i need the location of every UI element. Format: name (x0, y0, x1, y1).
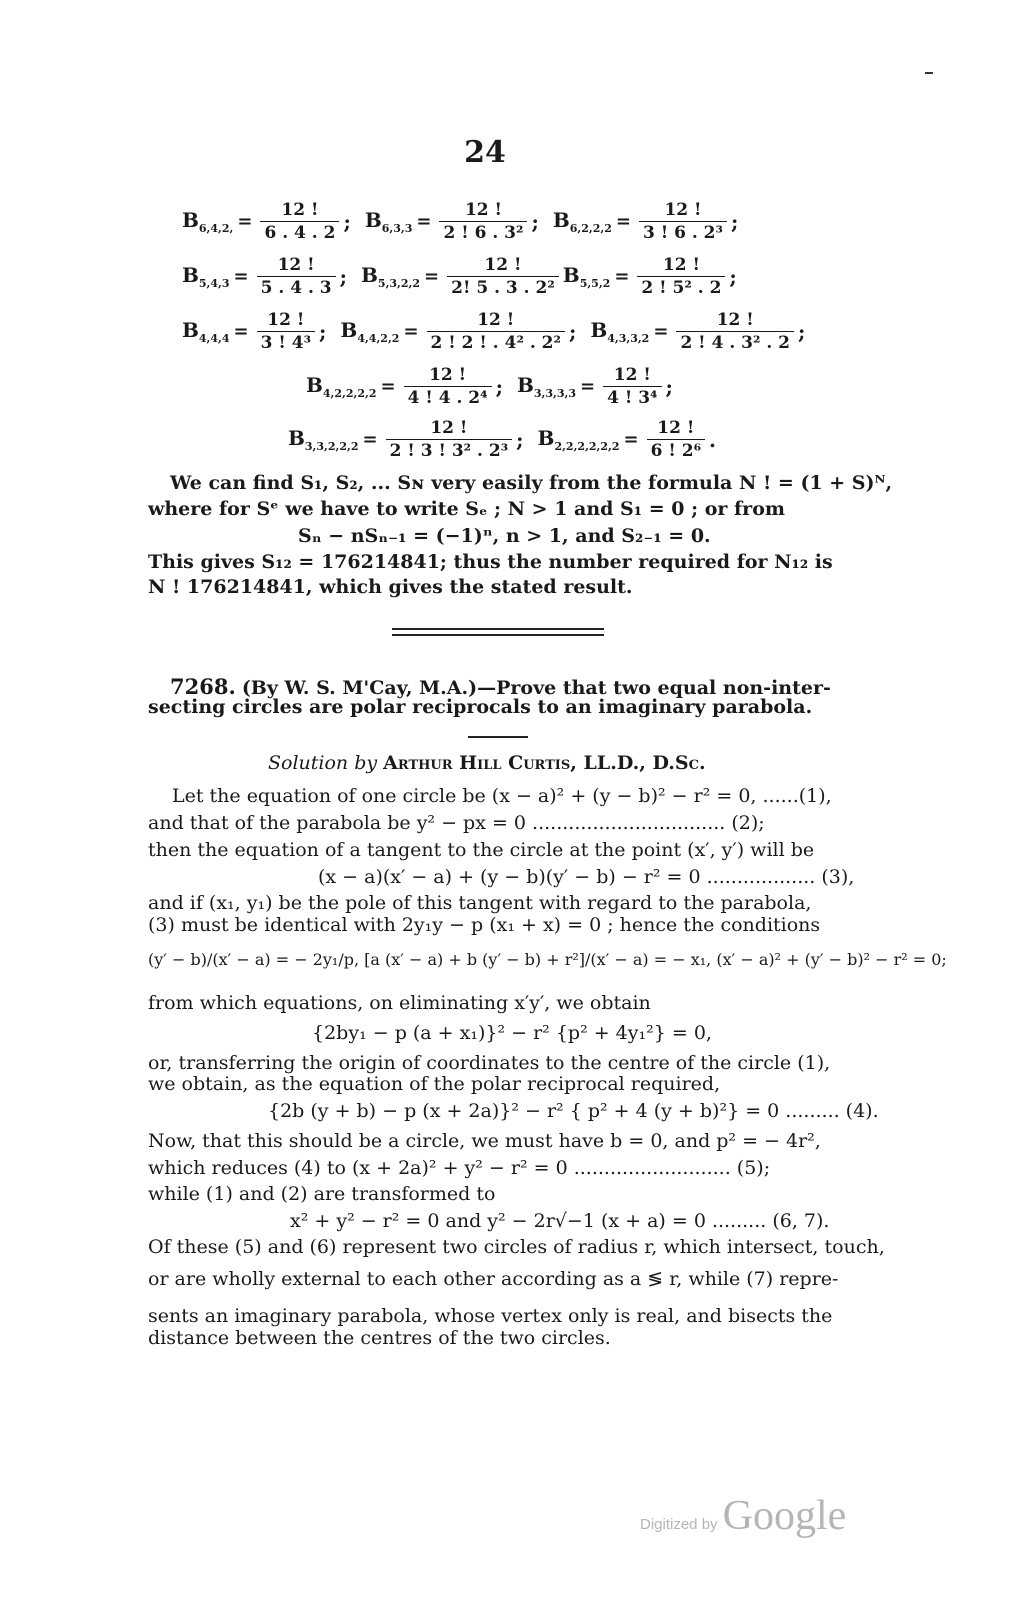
b-symbol: $B_{2,2,2,2,2,2}$ (537, 426, 620, 453)
solution-line: (x − a)(x′ − a) + (y − b)(y′ − b) − r² = 0 .................. (3), (318, 866, 855, 888)
b-symbol: $B_{3,3,3,3}$ (516, 373, 576, 400)
text-line: We can find S₁, S₂, ... Sɴ very easily from the formula N ! = (1 + S)ᴺ, (170, 472, 893, 494)
solution-line: then the equation of a tangent to the circle at the point (x′, y′) will be (148, 839, 815, 861)
solution-author: Arthur Hill Curtis, LL.D., D.Sc. (383, 752, 706, 774)
b-symbol: $B_{6,4,2,}$ (182, 208, 234, 235)
b-symbol: $B_{5,3,2,2}$ (361, 263, 421, 290)
solution-line: or are wholly external to each other according as a ≶ r, while (7) repre- (148, 1268, 839, 1290)
solution-line: Now, that this should be a circle, we must have b = 0, and p² = − 4r², (148, 1130, 821, 1152)
formula-row-4: $B_{4,2,2,2,2}$ = $\frac{12 !}{\text{4 ! 4 . 2⁴}}$ ; $B_{3,3,3,3}$ = $\frac{12 !}{\text{4 ! 3⁴}}$ ; (306, 365, 673, 408)
watermark-prefix: Digitized by (640, 1516, 718, 1533)
fraction: $\frac{12 !}{\text{2 ! 5² . 2}}$ (637, 255, 725, 298)
solution-line: distance between the centres of the two circles. (148, 1327, 611, 1349)
fraction: $\frac{12 !}{\text{3 ! 6 . 2³}}$ (639, 200, 727, 243)
solution-line: Of these (5) and (6) represent two circles of radius r, which intersect, touch, (148, 1236, 885, 1258)
formula-row-1: $B_{6,4,2,}$ = $\frac{12 !}{6 . 4 . 2}$ ; $B_{6,3,3}$ = $\frac{12 !}{\text{2 ! 6 . 3²}}$ ; $B_{6,2,2,2}$ = $\frac{12 !}{\text{3 ! 6 . 2³}}$ ; (182, 200, 739, 243)
solution-line: {2by₁ − p (a + x₁)}² − r² {p² + 4y₁²} = 0, (312, 1022, 712, 1044)
fraction: $\frac{12 !}{6 . 4 . 2}$ (260, 200, 339, 243)
b-symbol: $B_{6,3,3}$ (364, 208, 413, 235)
problem-line: (By W. S. M'Cay, M.A.)—Prove that two equal non-inter- (241, 677, 831, 699)
formula-row-2: $B_{5,4,3}$ = $\frac{12 !}{5 . 4 . 3}$ ; $B_{5,3,2,2}$ = $\frac{12 !}{\text{2! 5 . 3 . 2²}}$ $B_{5,5,2}$ = $\frac{12 !}{\text{2 ! 5² . 2}}$ ; (182, 255, 737, 298)
b-symbol: $B_{4,3,3,2}$ (590, 318, 650, 345)
page-number: 24 (464, 135, 506, 170)
solution-line: x² + y² − r² = 0 and y² − 2r√−1 (x + a) = 0 ......... (6, 7). (290, 1210, 830, 1232)
b-symbol: $B_{4,4,2,2}$ (340, 318, 400, 345)
fraction: $\frac{12 !}{\text{4 ! 4 . 2⁴}}$ (404, 365, 492, 408)
b-symbol: $B_{3,3,2,2,2}$ (288, 426, 359, 453)
fraction: $\frac{12 !}{\text{2 ! 6 . 3²}}$ (439, 200, 527, 243)
text-line: Sₙ − nSₙ₋₁ = (−1)ⁿ, n > 1, and S₂₋₁ = 0. (298, 525, 711, 547)
fraction: $\frac{12 !}{\text{2 ! 4 . 3² . 2}}$ (676, 310, 794, 353)
fraction: $\frac{12 !}{\text{2 ! 2 ! . 4² . 2²}}$ (427, 310, 565, 353)
b-symbol: $B_{5,4,3}$ (182, 263, 230, 290)
solution-line: which reduces (4) to (x + 2a)² + y² − r² = 0 .......................... (5); (148, 1157, 771, 1179)
fraction: $\frac{12 !}{5 . 4 . 3}$ (257, 255, 336, 298)
text-line: N ! 176214841, which gives the stated result. (148, 576, 633, 598)
solution-line: from which equations, on eliminating x′y′, we obtain (148, 992, 651, 1014)
fraction: $\frac{12 !}{\text{6 ! 2⁶}}$ (647, 418, 705, 461)
digitized-watermark (640, 1492, 846, 1540)
google-logo: Google (722, 1493, 847, 1539)
solution-line: and if (x₁, y₁) be the pole of this tangent with regard to the parabola, (148, 892, 812, 914)
solution-line: while (1) and (2) are transformed to (148, 1183, 496, 1205)
solution-line: Let the equation of one circle be (x − a)² + (y − b)² − r² = 0, ......(1), (172, 785, 832, 807)
solution-line: sents an imaginary parabola, whose vertex only is real, and bisects the (148, 1305, 833, 1327)
solution-label: Solution by (268, 752, 378, 774)
fraction: $\frac{12 !}{\text{2 ! 3 ! 3² . 2³}}$ (386, 418, 513, 461)
formula-row-5: $B_{3,3,2,2,2}$ = $\frac{12 !}{\text{2 ! 3 ! 3² . 2³}}$ ; $B_{2,2,2,2,2,2}$ = $\frac{12 !}{\text{6 ! 2⁶}}$ . (288, 418, 716, 461)
solution-line: {2b (y + b) − p (x + 2a)}² − r² { p² + 4 (y + b)²} = 0 ......... (4). (268, 1100, 879, 1122)
problem-line: secting circles are polar reciprocals to an imaginary parabola. (148, 696, 813, 718)
fraction: $\frac{12 !}{\text{2! 5 . 3 . 2²}}$ (447, 255, 559, 298)
fraction: $\frac{12 !}{\text{4 ! 3⁴}}$ (603, 365, 661, 408)
solution-line: (y′ − b)/(x′ − a) = − 2y₁/p, [a (x′ − a) + b (y′ − b) + r²]/(x′ − a) = − x₁, (x′ − a)² + (y′ − b)² − r² = 0; (148, 950, 947, 969)
text-line: This gives S₁₂ = 176214841; thus the number required for N₁₂ is (148, 551, 833, 573)
problem-number: 7268. (170, 674, 236, 699)
solution-line: or, transferring the origin of coordinates to the centre of the circle (1), (148, 1052, 831, 1074)
b-symbol: $B_{5,5,2}$ (562, 263, 611, 290)
short-divider (468, 736, 528, 738)
solution-line: and that of the parabola be y² − px = 0 ................................ (2); (148, 812, 765, 834)
formula-row-3: $B_{4,4,4}$ = $\frac{12 !}{\text{3 ! 4³}}$ ; $B_{4,4,2,2}$ = $\frac{12 !}{\text{2 ! 2 ! . 4² . 2²}}$ ; $B_{4,3,3,2}$ = $\frac{12 !}{\text{2 ! 4 . 3² . 2}}$ ; (182, 310, 806, 353)
fraction: $\frac{12 !}{\text{3 ! 4³}}$ (257, 310, 315, 353)
scan-mark (925, 72, 933, 74)
text-line: where for Sᵉ we have to write Sₑ ; N > 1 and S₁ = 0 ; or from (148, 498, 785, 520)
solution-heading (268, 752, 706, 774)
solution-line: we obtain, as the equation of the polar reciprocal required, (148, 1073, 721, 1095)
b-symbol: $B_{6,2,2,2}$ (552, 208, 612, 235)
section-divider (392, 628, 604, 636)
solution-line: (3) must be identical with 2y₁y − p (x₁ + x) = 0 ; hence the conditions (148, 914, 821, 936)
b-symbol: $B_{4,2,2,2,2}$ (306, 373, 377, 400)
b-symbol: $B_{4,4,4}$ (182, 318, 230, 345)
